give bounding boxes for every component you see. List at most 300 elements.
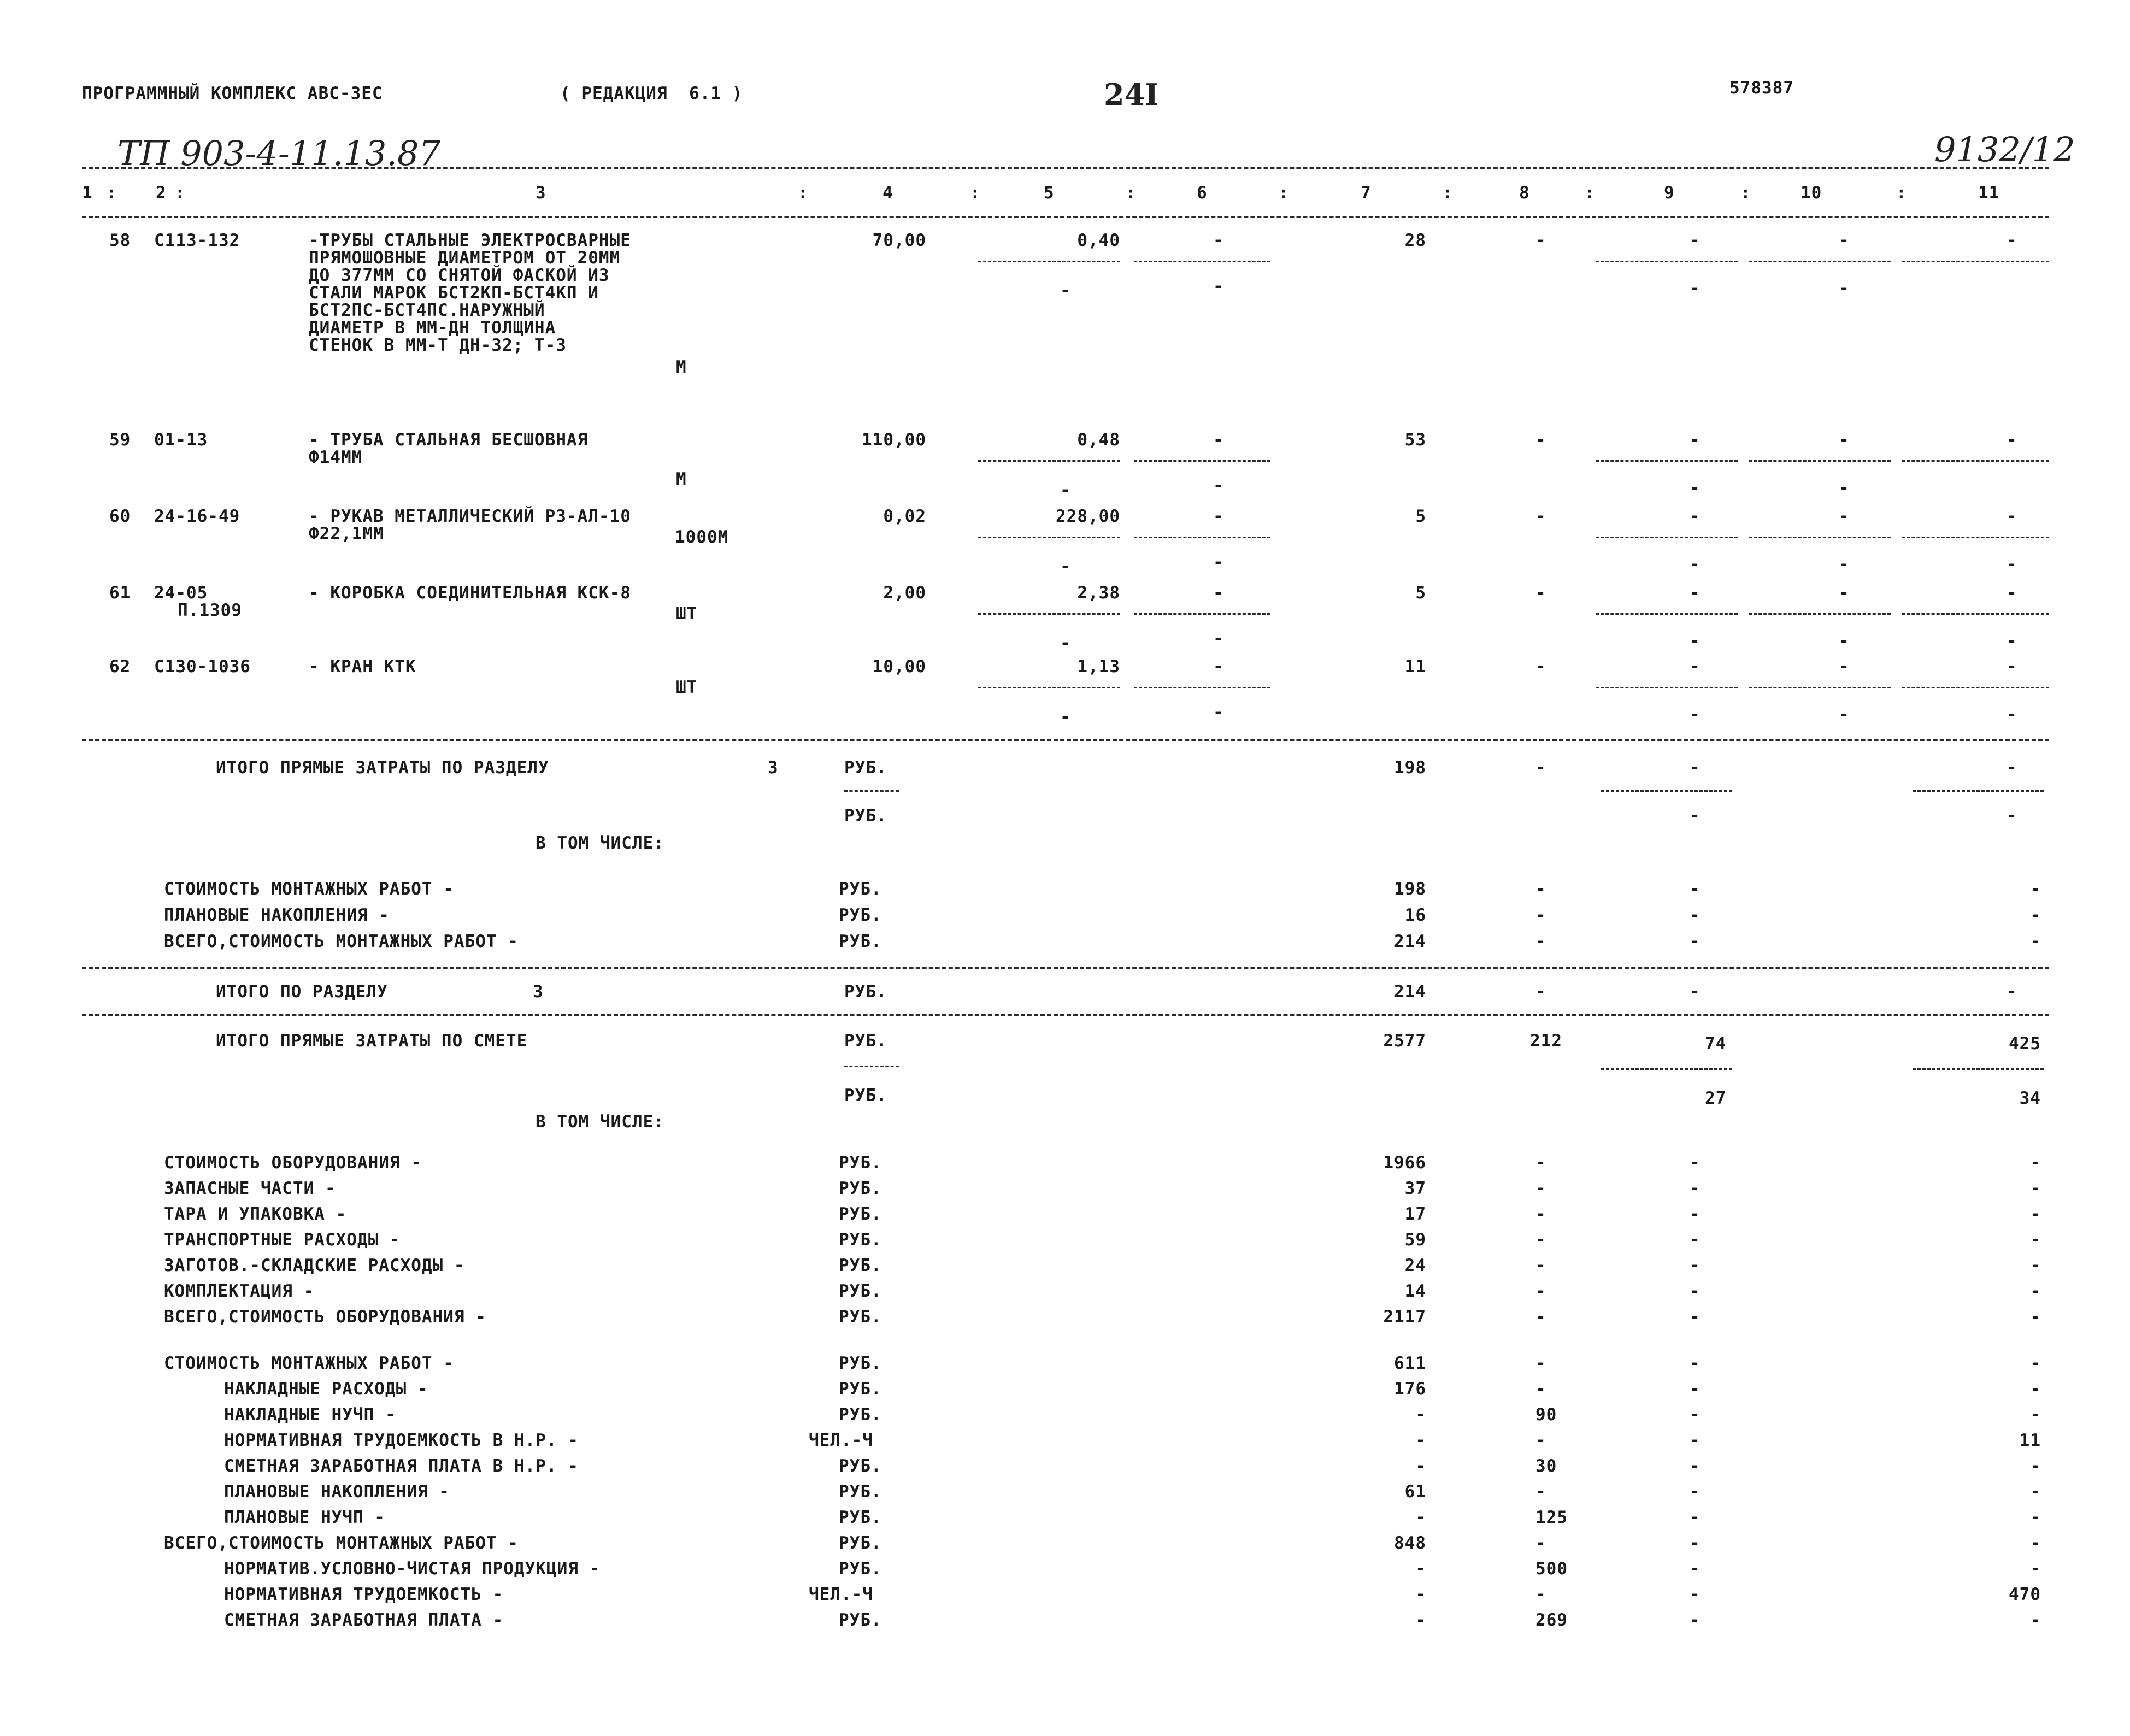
summary-c11: -	[2030, 1405, 2041, 1425]
summary-unit: РУБ.	[839, 1482, 882, 1502]
estimate-total-unit: РУБ.	[844, 1031, 887, 1051]
summary-label: ЗАГОТОВ.-СКЛАДСКИЕ РАСХОДЫ -	[164, 1256, 465, 1275]
item-c11: -	[2007, 231, 2017, 250]
item-unit: 1000М	[675, 527, 729, 547]
summary-c7: 198	[1394, 879, 1426, 899]
program-name: ПРОГРАММНЫЙ КОМПЛЕКС АВС-3ЕС	[82, 84, 383, 103]
item-unit-cost: 0,40	[1077, 231, 1120, 250]
summary-unit: ЧЕЛ.-Ч	[809, 1431, 873, 1450]
split-line	[978, 613, 1120, 615]
item-description-line: БСТ2ПС-БСТ4ПС.НАРУЖНЫЙ	[309, 301, 545, 320]
section-total-unit2: РУБ.	[844, 806, 887, 826]
split-line	[978, 687, 1120, 688]
item-number: 61	[109, 583, 131, 603]
item-total: 11	[1404, 657, 1426, 676]
item-unit: ШТ	[676, 604, 698, 623]
item-code: 24-05	[154, 583, 208, 603]
summary-label: НОРМАТИВ.УСЛОВНО-ЧИСТАЯ ПРОДУКЦИЯ -	[224, 1559, 601, 1579]
item-c9-lower: -	[1690, 478, 1701, 498]
column-header-sep: :	[798, 183, 809, 203]
summary-unit: РУБ.	[839, 879, 882, 899]
column-header-2: 2	[156, 183, 167, 203]
summary-c8: -	[1535, 1379, 1546, 1399]
item-total: 5	[1415, 507, 1426, 526]
split-line	[1596, 687, 1738, 688]
item-c9: -	[1690, 231, 1701, 250]
section-sum-c7: 214	[1394, 982, 1426, 1002]
item-c6-lower: -	[1213, 703, 1224, 722]
column-header-sep: :	[1126, 183, 1137, 203]
summary-unit: РУБ.	[839, 905, 882, 925]
item-c10-lower: -	[1839, 555, 1850, 574]
summary-c8: -	[1535, 1533, 1546, 1553]
column-header-4: 4	[882, 183, 893, 203]
split-line	[1902, 613, 2049, 615]
summary-unit: РУБ.	[839, 932, 882, 951]
split-line	[978, 261, 1120, 262]
item-c11-lower: -	[2007, 631, 2017, 651]
item-code: 01-13	[154, 430, 208, 450]
split-line	[1134, 687, 1270, 688]
summary-c11: -	[2030, 905, 2041, 925]
split-line	[978, 460, 1120, 462]
summary-c8: -	[1535, 879, 1546, 899]
item-number: 60	[109, 507, 131, 526]
section-total-c11: -	[2007, 758, 2017, 778]
summary-unit: РУБ.	[839, 1610, 882, 1630]
summary-c8: -	[1535, 1179, 1546, 1198]
column-header-6: 6	[1197, 183, 1208, 203]
split-line	[1134, 537, 1270, 538]
section-sum-label: ИТОГО ПО РАЗДЕЛУ	[216, 982, 388, 1002]
item-c5-lower: -	[1060, 281, 1071, 301]
summary-c7: -	[1415, 1559, 1426, 1579]
summary-c7: 14	[1404, 1281, 1426, 1301]
summary-c11: -	[2030, 1307, 2041, 1327]
summary-c8: 269	[1535, 1610, 1568, 1630]
summary-c8: -	[1535, 1204, 1546, 1224]
item-c6-lower: -	[1213, 552, 1224, 572]
section-total-label: ИТОГО ПРЯМЫЕ ЗАТРАТЫ ПО РАЗДЕЛУ	[216, 758, 549, 778]
item-description-line: ДО 377ММ СО СНЯТОЙ ФАСКОЙ ИЗ	[309, 266, 610, 285]
column-header-sep: :	[1443, 183, 1454, 203]
summary-label: ПЛАНОВЫЕ НАКОПЛЕНИЯ -	[224, 1482, 450, 1502]
summary-c11: -	[2030, 1533, 2041, 1553]
item-c11: -	[2007, 507, 2017, 526]
split-line	[1749, 261, 1891, 262]
item-description-line: СТАЛИ МАРОК БСТ2КП-БСТ4КП И	[309, 283, 599, 303]
summary-c8: -	[1535, 1256, 1546, 1275]
separator	[82, 967, 2049, 969]
c11-split-line	[1913, 790, 2044, 792]
item-c9: -	[1690, 657, 1701, 676]
item-c9-lower: -	[1690, 279, 1701, 298]
summary-c9: -	[1690, 1559, 1701, 1579]
summary-c9: -	[1690, 1307, 1701, 1327]
item-quantity: 70,00	[872, 231, 926, 250]
item-description-line: - КРАН КТК	[309, 657, 416, 676]
summary-c7: 1966	[1383, 1153, 1426, 1173]
section-sum-section: 3	[533, 982, 544, 1002]
split-line	[1902, 537, 2049, 538]
split-line	[1134, 261, 1270, 262]
split-line	[1749, 537, 1891, 538]
summary-label: ПЛАНОВЫЕ НУЧП -	[224, 1508, 385, 1527]
summary-c11: -	[2030, 1256, 2041, 1275]
column-header-sep: :	[970, 183, 981, 203]
item-c6: -	[1213, 657, 1224, 676]
summary-c9: -	[1690, 1482, 1701, 1502]
in-that-heading: В ТОМ ЧИСЛЕ:	[536, 833, 664, 853]
summary-label: КОМПЛЕКТАЦИЯ -	[164, 1281, 315, 1301]
item-description-line: ДИАМЕТР В ММ-ДН ТОЛЩИНА	[309, 318, 556, 338]
summary-c7: 176	[1394, 1379, 1426, 1399]
summary-c7: 17	[1404, 1204, 1426, 1224]
split-line	[1596, 613, 1738, 615]
column-header-sep: :	[1896, 183, 1907, 203]
item-total: 5	[1415, 583, 1426, 603]
split-line	[1596, 537, 1738, 538]
summary-c9: -	[1690, 1230, 1701, 1250]
c9-split-line	[1601, 790, 1732, 792]
item-number: 59	[109, 430, 131, 450]
doc-id: ТП 903-4-11.13.87	[117, 133, 440, 173]
column-header-10: 10	[1801, 183, 1822, 203]
item-c5-lower: -	[1060, 707, 1071, 727]
split-line	[1749, 613, 1891, 615]
summary-c9: -	[1690, 905, 1701, 925]
column-header-rule	[82, 216, 2049, 218]
summary-c11: -	[2030, 879, 2041, 899]
section-sum-c11: -	[2007, 982, 2017, 1002]
item-c8: -	[1535, 231, 1546, 250]
c9-split-line	[1601, 1068, 1732, 1070]
item-unit-cost: 0,48	[1077, 430, 1120, 450]
split-line	[1902, 261, 2049, 262]
column-header-sep: :	[1740, 183, 1751, 203]
summary-unit: РУБ.	[839, 1204, 882, 1224]
summary-c8: -	[1535, 905, 1546, 925]
summary-label: СТОИМОСТЬ ОБОРУДОВАНИЯ -	[164, 1153, 422, 1173]
item-unit: М	[676, 469, 687, 489]
section-total-c9: -	[1690, 758, 1701, 778]
summary-c7: -	[1415, 1508, 1426, 1527]
summary-c11: -	[2030, 1482, 2041, 1502]
summary-c11: -	[2030, 1508, 2041, 1527]
separator	[82, 739, 2049, 741]
column-header-sep: :	[107, 183, 117, 203]
column-header-5: 5	[1044, 183, 1055, 203]
summary-c8: -	[1535, 1585, 1546, 1604]
item-c10: -	[1839, 583, 1850, 603]
item-c11: -	[2007, 430, 2017, 450]
summary-c9: -	[1690, 1153, 1701, 1173]
summary-label: ЗАПАСНЫЕ ЧАСТИ -	[164, 1179, 336, 1198]
item-c6: -	[1213, 583, 1224, 603]
summary-c7: 611	[1394, 1354, 1426, 1373]
item-c8: -	[1535, 507, 1546, 526]
item-c10: -	[1839, 657, 1850, 676]
summary-c8: -	[1535, 1230, 1546, 1250]
summary-c9: -	[1690, 932, 1701, 951]
summary-label: СТОИМОСТЬ МОНТАЖНЫХ РАБОТ -	[164, 879, 454, 899]
summary-c8: -	[1535, 1431, 1546, 1450]
column-header-9: 9	[1664, 183, 1675, 203]
summary-c9: -	[1690, 1204, 1701, 1224]
summary-c9: -	[1690, 1281, 1701, 1301]
split-line	[1749, 687, 1891, 688]
item-description-line: - ТРУБА СТАЛЬНАЯ БЕСШОВНАЯ	[309, 430, 589, 450]
item-c6-lower: -	[1213, 276, 1224, 296]
item-c9: -	[1690, 583, 1701, 603]
split-line	[978, 537, 1120, 538]
item-c10: -	[1839, 231, 1850, 250]
summary-c7: -	[1415, 1405, 1426, 1425]
split-line	[1134, 613, 1270, 615]
split-line	[1749, 460, 1891, 462]
summary-c8: -	[1535, 1153, 1546, 1173]
item-unit-cost: 2,38	[1077, 583, 1120, 603]
section-sum-c8: -	[1535, 982, 1546, 1002]
summary-c9: -	[1690, 1610, 1701, 1630]
item-code: 24-16-49	[154, 507, 240, 526]
column-header-7: 7	[1361, 183, 1372, 203]
summary-c8: 90	[1535, 1405, 1557, 1425]
section-total-section: 3	[768, 758, 779, 778]
unit-split-line	[844, 1066, 899, 1067]
section-total-c11b: -	[2007, 806, 2017, 826]
summary-label: ВСЕГО,СТОИМОСТЬ ОБОРУДОВАНИЯ -	[164, 1307, 486, 1327]
item-description-line: - КОРОБКА СОЕДИНИТЕЛЬНАЯ КСК-8	[309, 583, 631, 603]
summary-unit: РУБ.	[839, 1533, 882, 1553]
summary-c8: 125	[1535, 1508, 1568, 1527]
split-line	[1902, 460, 2049, 462]
estimate-total-c11: 425	[2009, 1034, 2041, 1054]
item-total: 53	[1404, 430, 1426, 450]
column-header-3: 3	[536, 183, 546, 203]
section-total-unit: РУБ.	[844, 758, 887, 778]
estimate-total-c7: 2577	[1383, 1031, 1426, 1051]
summary-label: ТРАНСПОРТНЫЕ РАСХОДЫ -	[164, 1230, 401, 1250]
summary-c11: -	[2030, 1153, 2041, 1173]
summary-c9: -	[1690, 879, 1701, 899]
item-c6: -	[1213, 231, 1224, 250]
item-c10-lower: -	[1839, 631, 1850, 651]
summary-c8: -	[1535, 1482, 1546, 1502]
summary-c11: -	[2030, 1179, 2041, 1198]
summary-c11: -	[2030, 1379, 2041, 1399]
summary-label: ВСЕГО,СТОИМОСТЬ МОНТАЖНЫХ РАБОТ -	[164, 1533, 519, 1553]
summary-c9: -	[1690, 1354, 1701, 1373]
summary-c8: -	[1535, 932, 1546, 951]
item-c9-lower: -	[1690, 631, 1701, 651]
section-sum-unit: РУБ.	[844, 982, 887, 1002]
item-c11: -	[2007, 657, 2017, 676]
summary-c9: -	[1690, 1533, 1701, 1553]
in-that-heading: В ТОМ ЧИСЛЕ:	[536, 1112, 664, 1132]
summary-c9: -	[1690, 1585, 1701, 1604]
summary-c11: -	[2030, 1354, 2041, 1373]
summary-c11: -	[2030, 1281, 2041, 1301]
item-c6: -	[1213, 507, 1224, 526]
item-description-line: ПРЯМОШОВНЫЕ ДИАМЕТРОМ ОТ 20ММ	[309, 248, 621, 268]
item-c11: -	[2007, 583, 2017, 603]
summary-c9: -	[1690, 1508, 1701, 1527]
summary-unit: РУБ.	[839, 1354, 882, 1373]
summary-label: СТОИМОСТЬ МОНТАЖНЫХ РАБОТ -	[164, 1354, 454, 1373]
item-c10: -	[1839, 430, 1850, 450]
code: 578387	[1729, 78, 1794, 98]
split-line	[1596, 460, 1738, 462]
estimate-total-c9: 74	[1705, 1034, 1727, 1054]
item-c8: -	[1535, 657, 1546, 676]
page-number: 24I	[1104, 77, 1159, 112]
item-c9: -	[1690, 507, 1701, 526]
column-header-sep: :	[1279, 183, 1290, 203]
summary-c7: -	[1415, 1456, 1426, 1476]
item-c6: -	[1213, 430, 1224, 450]
summary-c8: 30	[1535, 1456, 1557, 1476]
column-header-8: 8	[1519, 183, 1530, 203]
item-description-line: -ТРУБЫ СТАЛЬНЫЕ ЭЛЕКТРОСВАРНЫЕ	[309, 231, 631, 250]
item-c5-lower: -	[1060, 557, 1071, 576]
summary-c11: -	[2030, 1456, 2041, 1476]
estimate-total-label: ИТОГО ПРЯМЫЕ ЗАТРАТЫ ПО СМЕТЕ	[216, 1031, 528, 1051]
summary-c9: -	[1690, 1256, 1701, 1275]
summary-unit: РУБ.	[839, 1230, 882, 1250]
item-c9-lower: -	[1690, 555, 1701, 574]
summary-label: НАКЛАДНЫЕ РАСХОДЫ -	[224, 1379, 428, 1399]
item-unit-cost: 228,00	[1056, 507, 1120, 526]
summary-unit: РУБ.	[839, 1179, 882, 1198]
item-quantity: 10,00	[872, 657, 926, 676]
summary-label: НОРМАТИВНАЯ ТРУДОЕМКОСТЬ В Н.Р. -	[224, 1431, 579, 1450]
split-line	[1902, 687, 2049, 688]
item-c10: -	[1839, 507, 1850, 526]
estimate-total-c8: 212	[1530, 1031, 1562, 1051]
item-c8: -	[1535, 430, 1546, 450]
summary-c8: -	[1535, 1307, 1546, 1327]
item-quantity: 110,00	[862, 430, 926, 450]
summary-c7: 61	[1404, 1482, 1426, 1502]
summary-unit: РУБ.	[839, 1281, 882, 1301]
item-quantity: 0,02	[883, 507, 926, 526]
summary-c7: 59	[1404, 1230, 1426, 1250]
summary-c8: -	[1535, 1354, 1546, 1373]
summary-c7: 24	[1404, 1256, 1426, 1275]
item-code: С113-132	[154, 231, 240, 250]
estimate-total-c9b: 27	[1705, 1088, 1727, 1108]
summary-c7: -	[1415, 1585, 1426, 1604]
summary-unit: РУБ.	[839, 1307, 882, 1327]
summary-c11: -	[2030, 1610, 2041, 1630]
header-rule	[82, 167, 2049, 169]
split-line	[1134, 460, 1270, 462]
item-c9-lower: -	[1690, 705, 1701, 725]
summary-c8: 500	[1535, 1559, 1568, 1579]
separator	[82, 1014, 2049, 1016]
summary-c7: -	[1415, 1431, 1426, 1450]
summary-unit: ЧЕЛ.-Ч	[809, 1585, 873, 1604]
item-c6-lower: -	[1213, 629, 1224, 649]
summary-label: НАКЛАДНЫЕ НУЧП -	[224, 1405, 396, 1425]
item-c11-lower: -	[2007, 555, 2017, 574]
column-header-11: 11	[1978, 183, 2000, 203]
item-c9: -	[1690, 430, 1701, 450]
summary-c9: -	[1690, 1405, 1701, 1425]
section-total-c8: -	[1535, 758, 1546, 778]
summary-unit: РУБ.	[839, 1153, 882, 1173]
summary-c11: -	[2030, 1559, 2041, 1579]
item-description-line: - РУКАВ МЕТАЛЛИЧЕСКИЙ РЗ-АЛ-10	[309, 507, 631, 526]
item-c6-lower: -	[1213, 476, 1224, 496]
split-line	[1596, 261, 1738, 262]
unit-split-line	[844, 790, 899, 792]
summary-c11: 11	[2019, 1431, 2041, 1450]
summary-c7: 848	[1394, 1533, 1426, 1553]
summary-label: ТАРА И УПАКОВКА -	[164, 1204, 347, 1224]
column-header-sep: :	[175, 183, 186, 203]
estimate-total-unit2: РУБ.	[844, 1086, 887, 1105]
summary-unit: РУБ.	[839, 1256, 882, 1275]
estimate-total-c11b: 34	[2019, 1088, 2041, 1108]
summary-c11: -	[2030, 1230, 2041, 1250]
item-c10-lower: -	[1839, 705, 1850, 725]
item-total: 28	[1404, 231, 1426, 250]
summary-unit: РУБ.	[839, 1379, 882, 1399]
sheet-number: 9132/12	[1934, 130, 2075, 169]
summary-unit: РУБ.	[839, 1559, 882, 1579]
summary-c9: -	[1690, 1179, 1701, 1198]
section-total-c7: 198	[1394, 758, 1426, 778]
item-description-line: Ф14ММ	[309, 448, 363, 467]
summary-c11: -	[2030, 932, 2041, 951]
summary-unit: РУБ.	[839, 1456, 882, 1476]
summary-label: СМЕТНАЯ ЗАРАБОТНАЯ ПЛАТА -	[224, 1610, 504, 1630]
section-sum-c9: -	[1690, 982, 1701, 1002]
summary-c11: 470	[2009, 1585, 2041, 1604]
summary-c8: -	[1535, 1281, 1546, 1301]
summary-unit: РУБ.	[839, 1405, 882, 1425]
summary-unit: РУБ.	[839, 1508, 882, 1527]
summary-c9: -	[1690, 1379, 1701, 1399]
summary-label: НОРМАТИВНАЯ ТРУДОЕМКОСТЬ -	[224, 1585, 504, 1604]
item-code: С130-1036	[154, 657, 251, 676]
c11-split-line	[1913, 1068, 2044, 1070]
summary-c7: 2117	[1383, 1307, 1426, 1327]
item-unit: М	[676, 357, 687, 377]
summary-label: ВСЕГО,СТОИМОСТЬ МОНТАЖНЫХ РАБОТ -	[164, 932, 519, 951]
item-code-ref: П.1309	[178, 601, 242, 620]
item-c5-lower: -	[1060, 480, 1071, 500]
summary-c9: -	[1690, 1431, 1701, 1450]
summary-label: ПЛАНОВЫЕ НАКОПЛЕНИЯ -	[164, 905, 390, 925]
section-total-c9b: -	[1690, 806, 1701, 826]
item-c10-lower: -	[1839, 279, 1850, 298]
item-c10-lower: -	[1839, 478, 1850, 498]
item-number: 58	[109, 231, 131, 250]
column-header-1: 1	[82, 183, 93, 203]
summary-c7: 37	[1404, 1179, 1426, 1198]
item-description-line: СТЕНОК В ММ-Т ДН-32; Т-3	[309, 336, 567, 355]
summary-c9: -	[1690, 1456, 1701, 1476]
edition: ( РЕДАКЦИЯ 6.1 )	[560, 84, 743, 103]
summary-c11: -	[2030, 1204, 2041, 1224]
summary-c7: 16	[1404, 905, 1426, 925]
item-c8: -	[1535, 583, 1546, 603]
summary-c7: 214	[1394, 932, 1426, 951]
item-unit: ШТ	[676, 678, 698, 697]
